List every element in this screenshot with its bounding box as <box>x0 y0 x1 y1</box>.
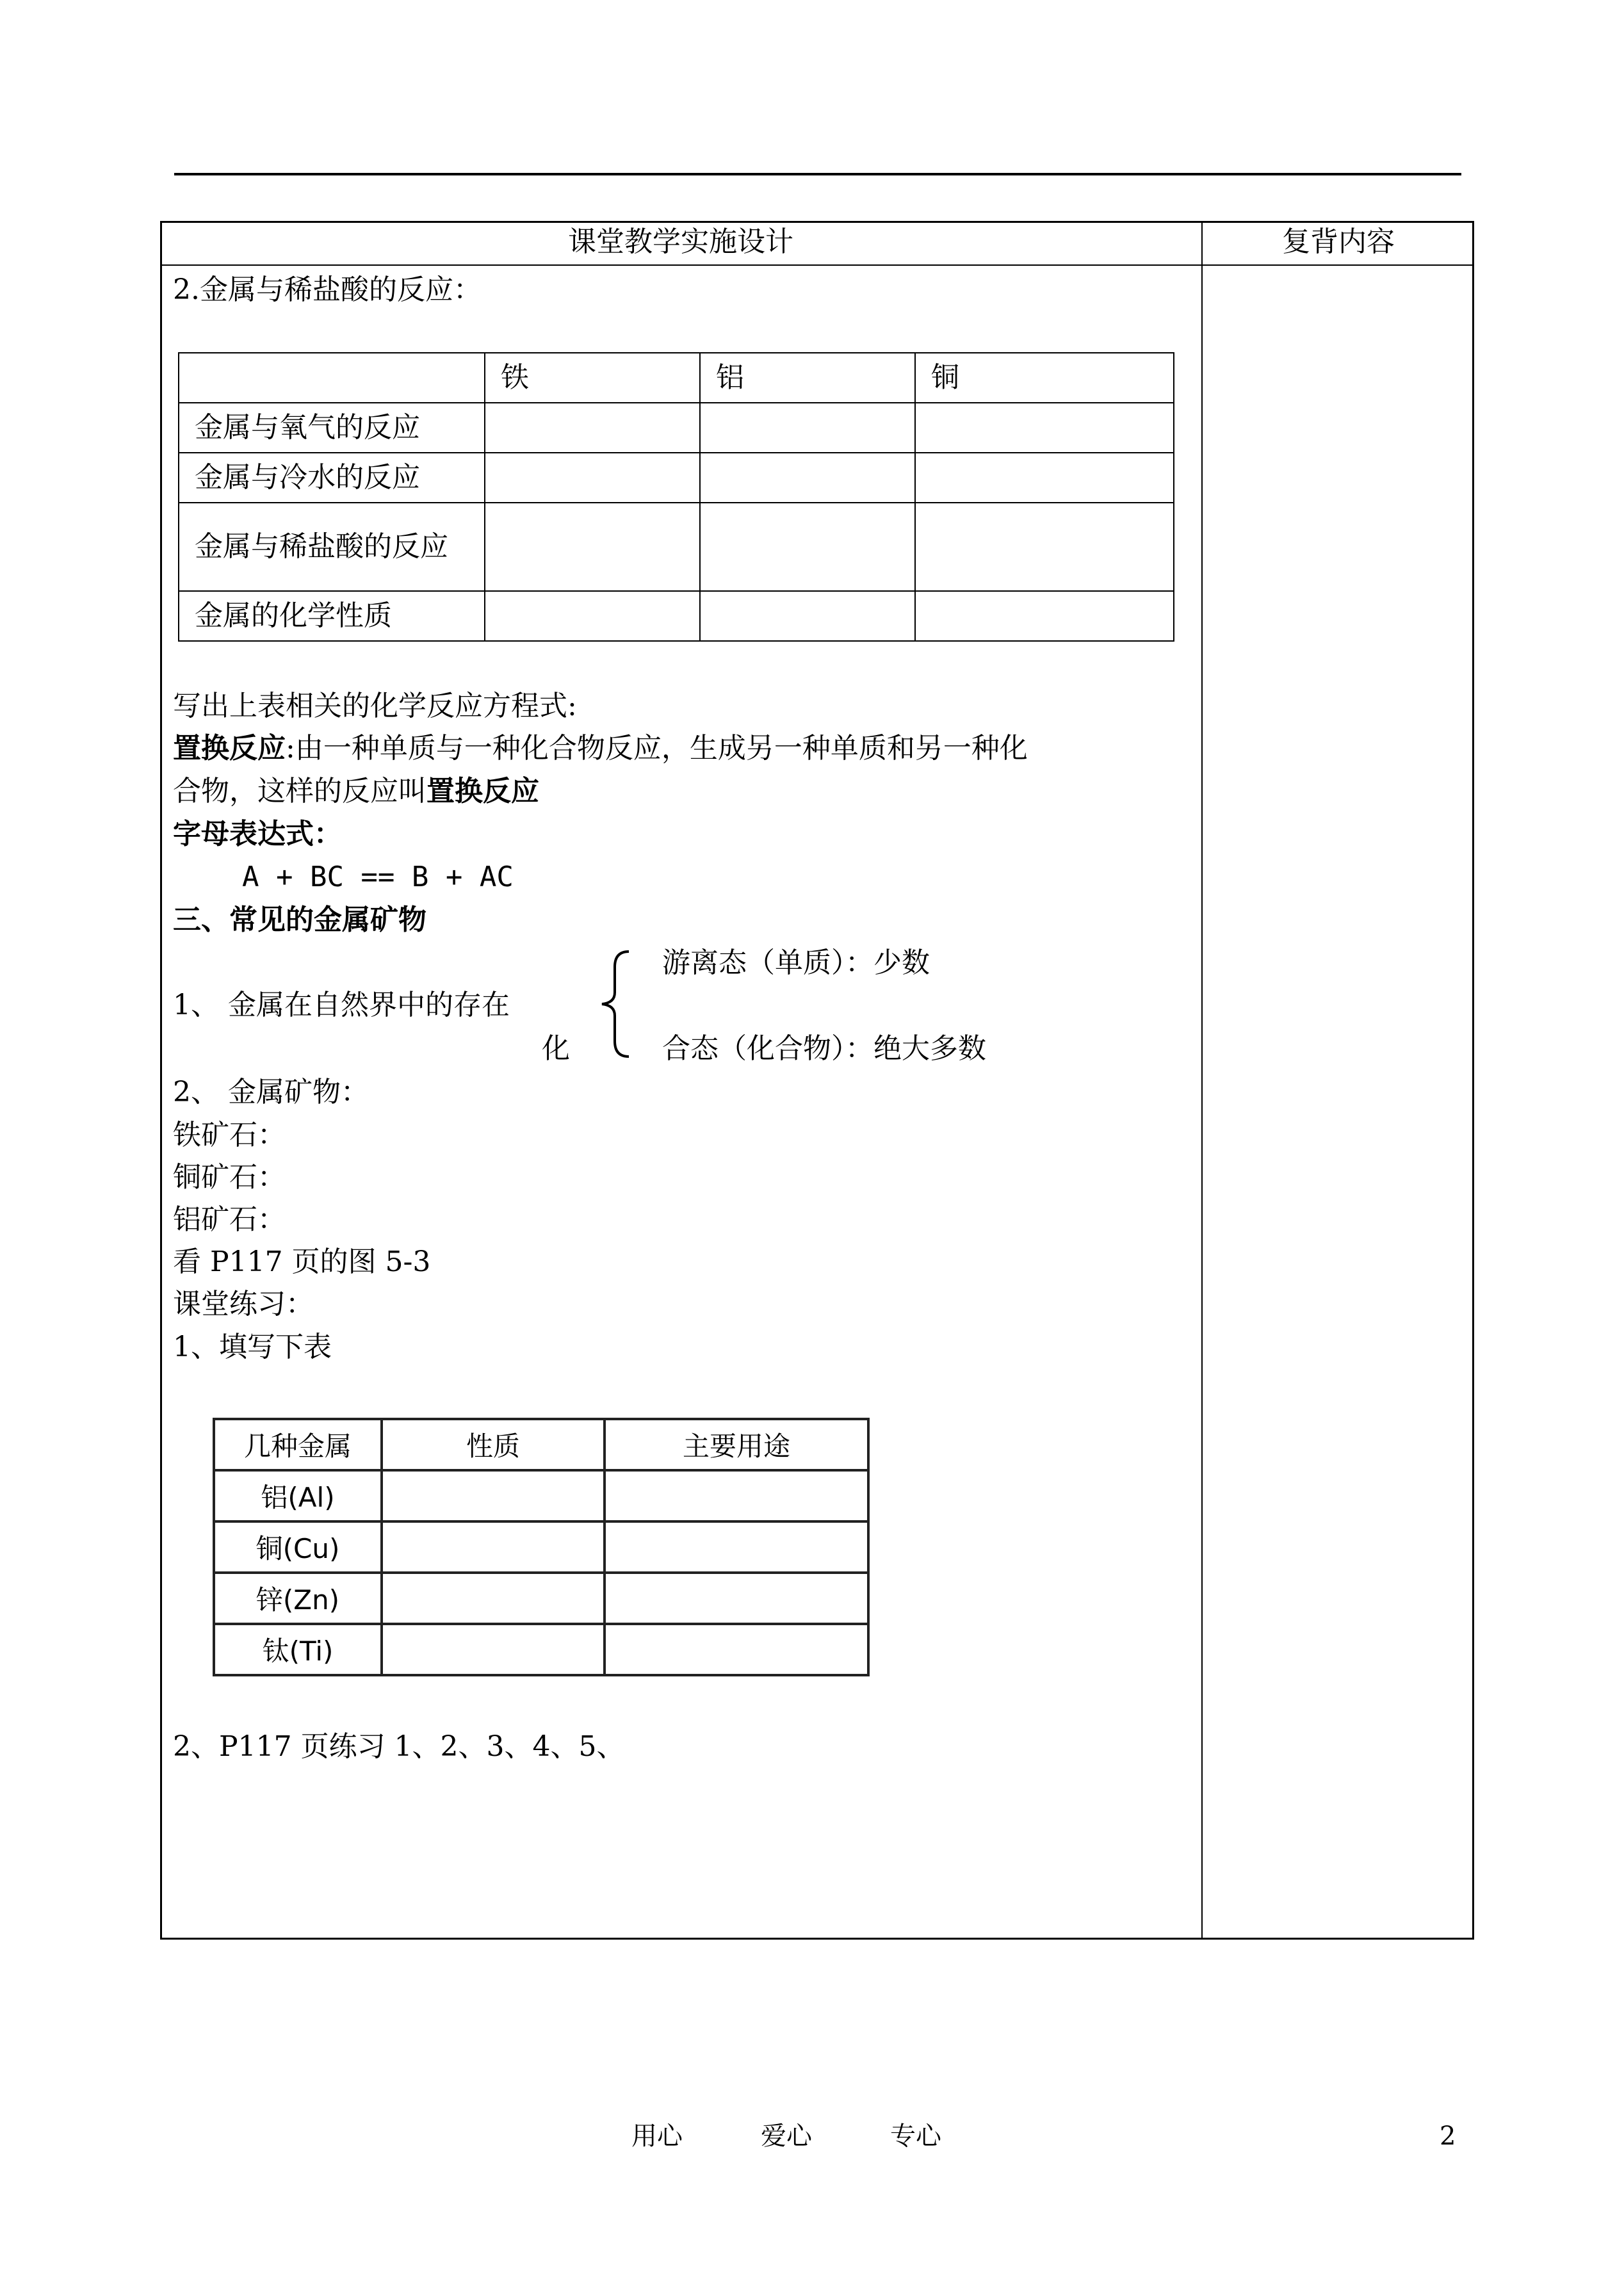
footer-motto-3: 专心 <box>890 2121 941 2151</box>
table-cell <box>485 503 700 591</box>
table-cell <box>605 1521 868 1573</box>
aluminum-ore: 铝矿石： <box>173 1203 286 1236</box>
replacement-term: 置换反应 <box>173 732 286 765</box>
metals-table-metal: 钛(Ti) <box>214 1624 382 1675</box>
table-cell <box>915 591 1174 641</box>
replacement-term-2: 置换反应 <box>426 775 539 807</box>
metals-table-header-cell: 性质 <box>382 1419 605 1470</box>
header-rule <box>174 173 1461 175</box>
see-figure: 看 P117 页的图 5-3 <box>173 1245 431 1278</box>
replacement-definition-text: :由一种单质与一种化合物反应，生成另一种单质和另一种化 <box>286 732 1028 765</box>
combined-state-char: 化 <box>542 1032 570 1065</box>
table-cell <box>700 403 915 453</box>
reaction-table-header-cell: 铝 <box>700 353 915 403</box>
main-table-column-divider <box>1201 221 1203 1940</box>
combined-state: 合态（化合物）：绝大多数 <box>662 1032 986 1065</box>
reaction-table-row-label: 金属与稀盐酸的反应 <box>179 503 485 591</box>
table-row <box>179 403 1174 453</box>
write-equations-prompt: 写出上表相关的化学反应方程式: <box>173 690 577 722</box>
table-cell <box>605 1470 868 1521</box>
table-cell <box>915 503 1174 591</box>
reaction-table-header-cell: 铁 <box>485 353 700 403</box>
table-row <box>214 1624 868 1675</box>
metals-table-header-cell: 主要用途 <box>605 1419 868 1470</box>
metals-table-metal: 铜(Cu) <box>214 1521 382 1573</box>
reaction-table-row-label: 金属的化学性质 <box>179 591 485 641</box>
metals-table-header-row <box>214 1419 868 1470</box>
page-number: 2 <box>1440 2121 1456 2151</box>
curly-brace-icon <box>596 948 634 1060</box>
table-row <box>214 1573 868 1624</box>
section3-heading: 三、常见的金属矿物 <box>173 904 426 936</box>
table-cell <box>915 403 1174 453</box>
table-cell <box>700 503 915 591</box>
fill-table-instruction: 1、填写下表 <box>173 1331 332 1363</box>
table-cell <box>915 453 1174 503</box>
reaction-table <box>178 352 1174 642</box>
table-cell <box>605 1573 868 1624</box>
metals-table-metal: 铝(Al) <box>214 1470 382 1521</box>
reaction-table-header-cell <box>179 353 485 403</box>
replacement-definition-text2: 合物，这样的反应叫 <box>173 775 426 807</box>
iron-ore: 铁矿石： <box>173 1119 286 1151</box>
replacement-definition-line2 <box>173 774 539 809</box>
classroom-practice: 课堂练习： <box>173 1288 314 1320</box>
table-row <box>179 591 1174 641</box>
free-state: 游离态（单质）：少数 <box>662 946 930 979</box>
reaction-table-header-row <box>179 353 1174 403</box>
table-row <box>179 453 1174 503</box>
letter-expression: A + BC == B + AC <box>242 861 514 893</box>
table-cell <box>485 591 700 641</box>
table-cell <box>382 1624 605 1675</box>
col-header-review-content: 复背内容 <box>1282 225 1395 258</box>
reaction-table-header-cell: 铜 <box>915 353 1174 403</box>
col-header-teaching-design: 课堂教学实施设计 <box>568 225 793 258</box>
replacement-definition-line1 <box>173 731 1028 766</box>
table-cell <box>700 453 915 503</box>
reaction-table-row-label: 金属与冷水的反应 <box>179 453 485 503</box>
footer-motto-2: 爱心 <box>761 2121 812 2151</box>
metals-table-header-cell: 几种金属 <box>214 1419 382 1470</box>
main-table-header-divider <box>160 264 1474 266</box>
table-row <box>214 1521 868 1573</box>
table-cell <box>605 1624 868 1675</box>
letter-expression-label: 字母表达式： <box>173 818 342 850</box>
table-cell <box>485 453 700 503</box>
table-cell <box>382 1521 605 1573</box>
metals-table <box>213 1418 870 1676</box>
existence-label: 1、 金属在自然界中的存在 <box>173 989 510 1021</box>
table-cell <box>700 591 915 641</box>
section2-heading: 2.金属与稀盐酸的反应： <box>173 273 482 306</box>
reaction-table-row-label: 金属与氧气的反应 <box>179 403 485 453</box>
copper-ore: 铜矿石： <box>173 1161 286 1194</box>
table-row <box>214 1470 868 1521</box>
table-row <box>179 503 1174 591</box>
minerals-label: 2、 金属矿物： <box>173 1076 369 1108</box>
metals-table-metal: 锌(Zn) <box>214 1573 382 1624</box>
table-cell <box>382 1573 605 1624</box>
table-cell <box>382 1470 605 1521</box>
exercise-line: 2、P117 页练习 1、2、3、4、5、 <box>173 1730 625 1763</box>
footer-motto-1: 用心 <box>631 2121 683 2151</box>
table-cell <box>485 403 700 453</box>
